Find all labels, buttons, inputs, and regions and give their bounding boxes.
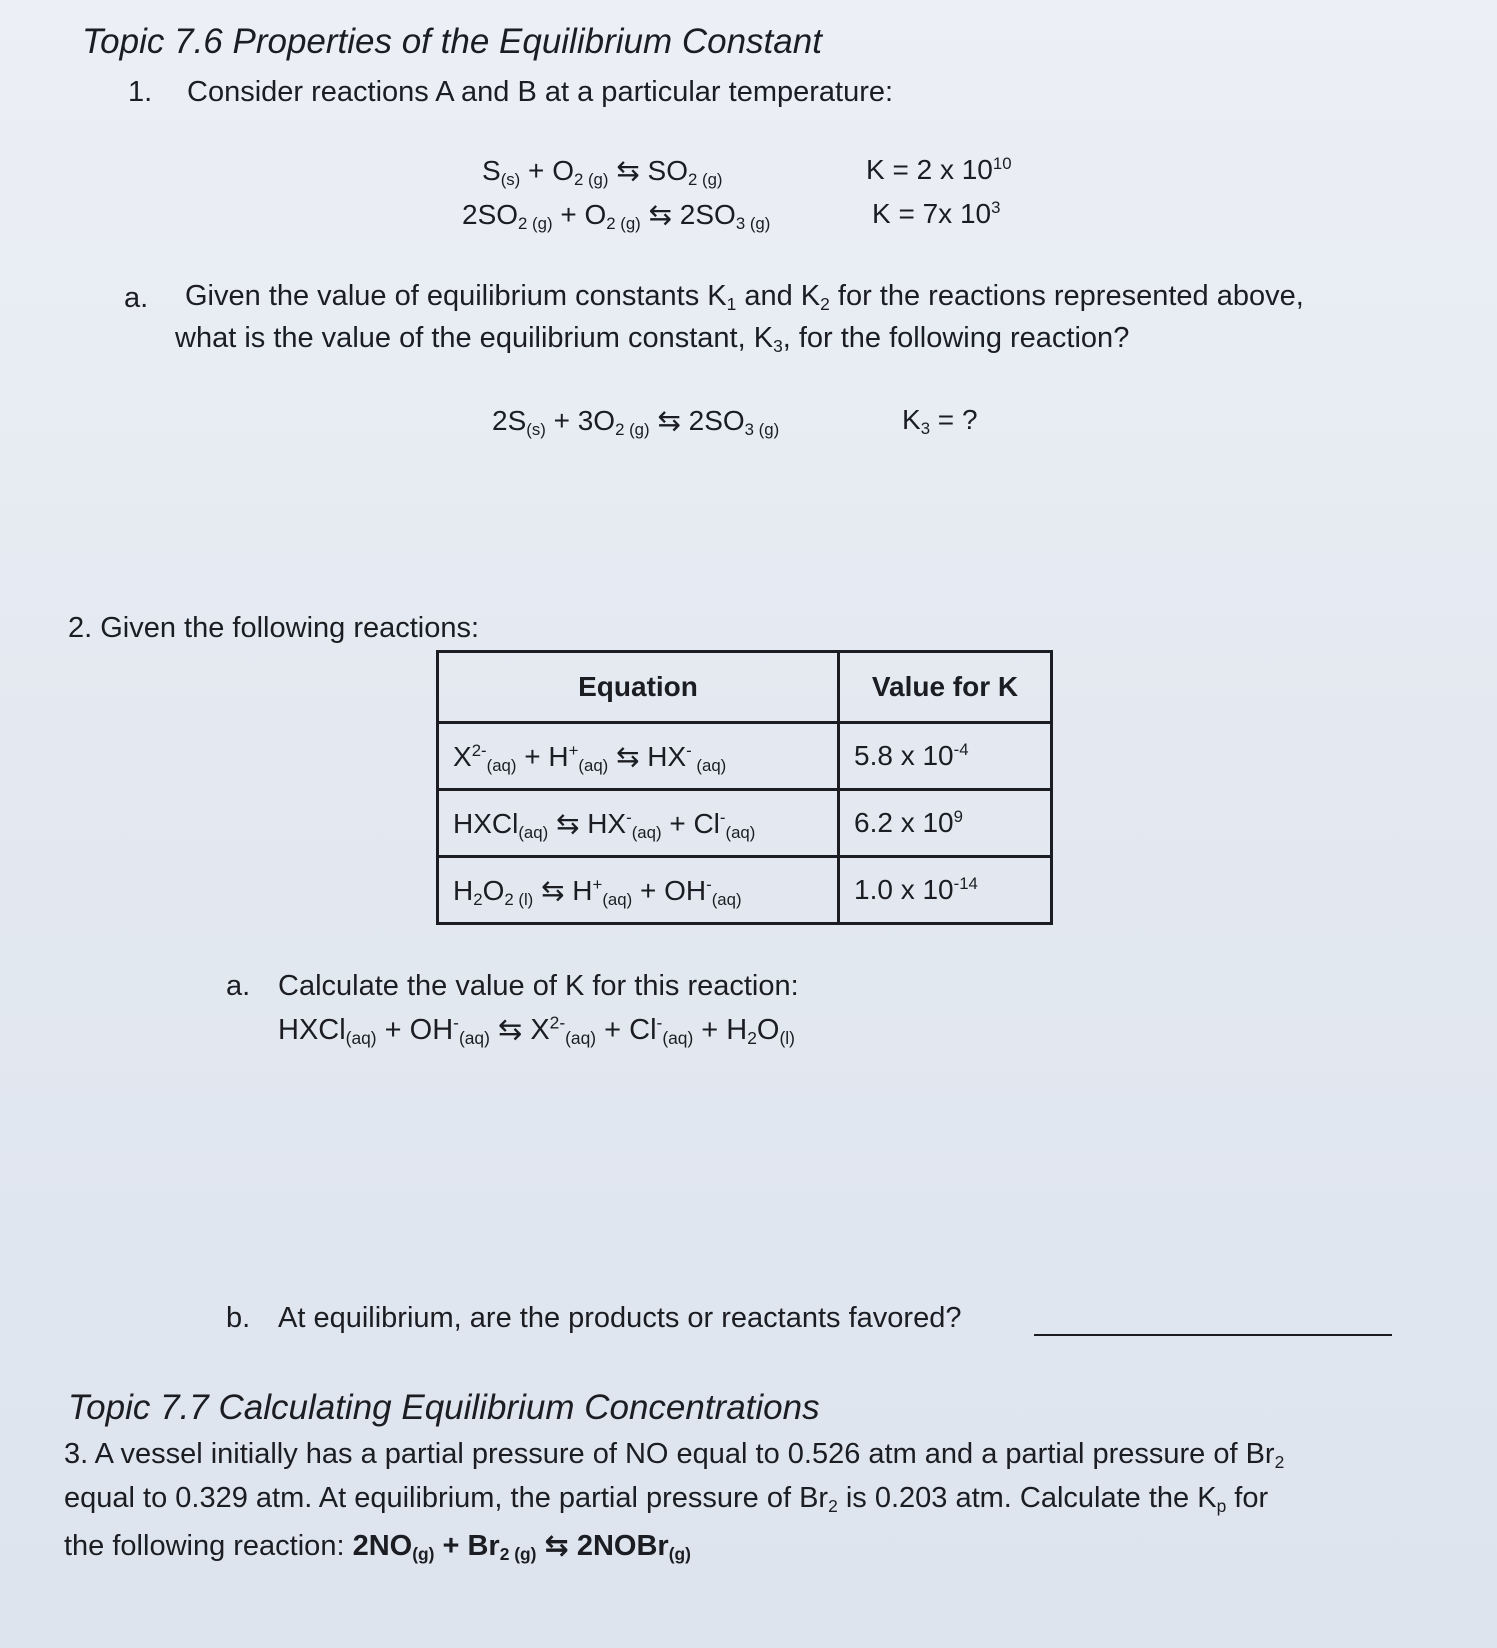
equation-cell: $X^{2-}_{(aq)} + H^+_{(aq)}$ ⇆ HX- $_{(aq)}$: [438, 723, 839, 790]
k-values-table: [436, 650, 1053, 925]
k-value-cell: 6.2 x $10^9$: [839, 790, 1052, 857]
q2b-label: b.: [226, 1302, 251, 1334]
q2-prompt: 2. Given the following reactions:: [68, 612, 480, 644]
q3-reaction: $2NO_{(g)} + Br_{2 (g)}$ ⇆ 2NOBr$_{(g)}$: [352, 1530, 691, 1565]
k-value-cell: 1.0 x $10^{-14}$: [839, 857, 1052, 924]
q3-line-3: the following reaction: $2NO_{(g)} + Br_{2 (g)}$ ⇆ 2NOBr$_{(g)}$: [64, 1530, 691, 1565]
q1-reaction-2: $2SO_{2 (g)} + O_{2 (g)}$ ⇆ $2SO_{3 (g)}$: [462, 199, 771, 234]
q1-k2: K = 7x $10^3$: [872, 197, 1001, 229]
header-value-for-k: Value for K: [839, 652, 1052, 723]
q1a-line-1: Given the value of equilibrium constants $K_1$ and $K_2$ for the reactions represented above,: [185, 280, 1304, 315]
q1a-line-2: what is the value of the equilibrium constant, $K_3$, for the following reaction?: [175, 322, 1130, 357]
equation-cell: HXCl$_{(aq)}$ ⇆ $HX^-_{(aq)} + Cl^-_{(aq)}$: [438, 790, 839, 857]
q1a-label: a.: [124, 282, 149, 314]
q1a-reaction: $2S_{(s)} + 3O_{2 (g)}$ ⇆ $2SO_{3 (g)}$: [492, 405, 780, 440]
equation-cell: $H_2O_{2 (l)}$ ⇆ $H^+_{(aq)} + OH^-_{(aq)}$: [438, 857, 839, 924]
k-value-cell: 5.8 x $10^{-4}$: [839, 723, 1052, 790]
q2b-prompt: At equilibrium, are the products or reactants favored?: [278, 1302, 962, 1334]
q3-line-1: 3. A vessel initially has a partial pressure of NO equal to 0.526 atm and a partial pressure of $Br_2$: [64, 1438, 1285, 1473]
q2a-label: a.: [226, 970, 251, 1002]
table-row: [438, 790, 1052, 857]
answer-blank-line[interactable]: [1034, 1334, 1392, 1336]
q2a-prompt: Calculate the value of K for this reaction:: [278, 970, 799, 1002]
topic-7-7-title: Topic 7.7 Calculating Equilibrium Concentrations: [68, 1388, 820, 1427]
q1-prompt: Consider reactions A and B at a particular temperature:: [187, 76, 894, 108]
q1-reaction-1: $S_{(s)} + O_{2 (g)}$ ⇆ $SO_{2 (g)}$: [482, 155, 723, 190]
topic-7-6-title: Topic 7.6 Properties of the Equilibrium Constant: [82, 22, 822, 61]
q2a-reaction: HXCl$_{(aq)}$ + $OH^-_{(aq)}$ ⇆ $X^{2-}_{(aq)} + Cl^-_{(aq)} + H_2O_{(l)}$: [278, 1012, 795, 1049]
header-equation: Equation: [438, 652, 839, 723]
table-row: [438, 723, 1052, 790]
table-row: [438, 857, 1052, 924]
q1-k1: K = 2 x $10^{10}$: [866, 153, 1012, 185]
q1-number: 1.: [128, 76, 153, 108]
q1a-k3: $K_3$ = ?: [902, 404, 978, 439]
table-header-row: [438, 652, 1052, 723]
q3-line-2: equal to 0.329 atm. At equilibrium, the partial pressure of $Br_2$ is 0.203 atm. Calculate the $K_p$ for: [64, 1482, 1269, 1517]
